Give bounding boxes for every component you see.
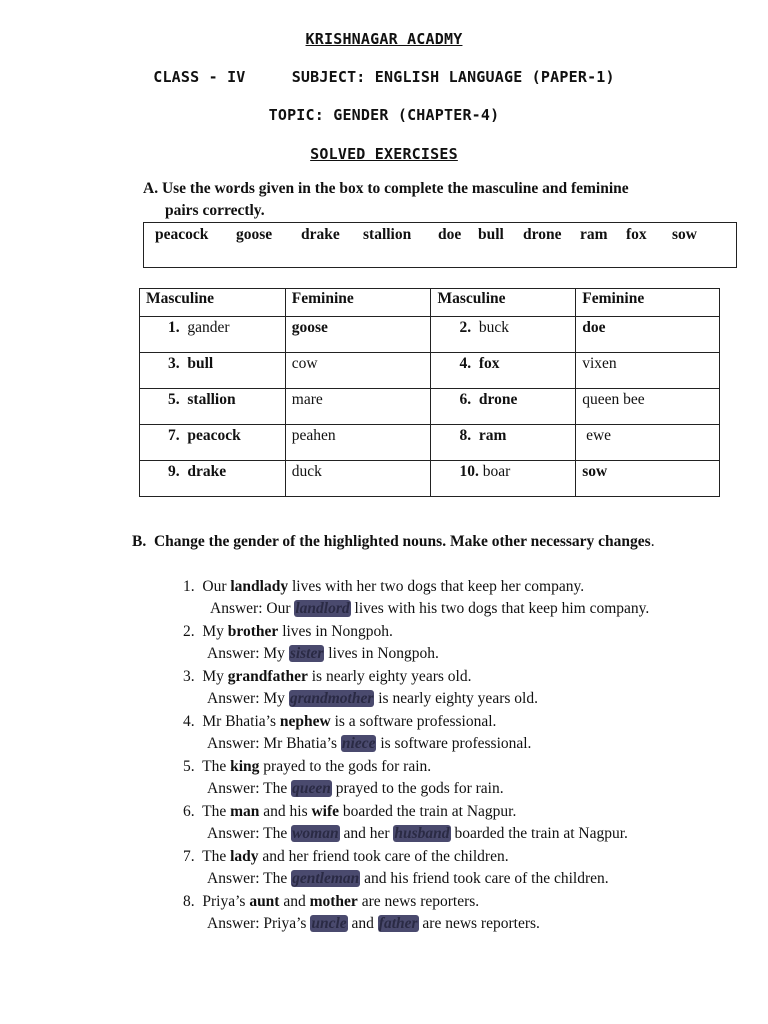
question-line bbox=[183, 668, 471, 686]
class-label: CLASS - IV bbox=[153, 68, 246, 86]
answer-line bbox=[207, 690, 538, 708]
word-box-item: drone bbox=[523, 226, 562, 243]
word-box bbox=[143, 222, 737, 268]
table-row bbox=[140, 425, 720, 461]
answer-text: lives with his two dogs that keep him company. bbox=[350, 600, 650, 617]
column-header: Masculine bbox=[431, 289, 576, 317]
question-text: is nearly eighty years old. bbox=[307, 668, 472, 685]
table-row bbox=[140, 389, 720, 425]
table-row bbox=[140, 353, 720, 389]
question-text: is a software professional. bbox=[330, 713, 497, 730]
feminine-cell: sow bbox=[576, 461, 720, 497]
word-box-item: goose bbox=[236, 226, 273, 243]
answer-highlight: woman bbox=[292, 825, 339, 842]
question-text: My bbox=[202, 668, 228, 685]
question-number: 6. bbox=[183, 803, 203, 820]
answer-text: boarded the train at Nagpur. bbox=[450, 825, 628, 842]
masculine-cell: 7. peacock bbox=[140, 425, 286, 461]
masculine-cell: 2. buck bbox=[431, 317, 576, 353]
feminine-cell: ewe bbox=[576, 425, 720, 461]
question-text: Our bbox=[202, 578, 231, 595]
gender-pairs-table bbox=[139, 288, 720, 497]
subject-label: SUBJECT: ENGLISH LANGUAGE (PAPER-1) bbox=[291, 68, 615, 86]
column-header: Feminine bbox=[285, 289, 431, 317]
question-text: and bbox=[279, 893, 310, 910]
question-number: 1. bbox=[183, 578, 203, 595]
exercises-title: SOLVED EXERCISES bbox=[310, 145, 458, 163]
question-number: 8. bbox=[183, 893, 203, 910]
answer-highlight: queen bbox=[292, 780, 331, 797]
class-subject-line bbox=[0, 68, 768, 86]
word-box-item: stallion bbox=[363, 226, 412, 243]
answer-text: is software professional. bbox=[376, 735, 532, 752]
question-text: lives in Nongpoh. bbox=[278, 623, 393, 640]
answer-text: Answer: The bbox=[207, 780, 292, 797]
answer-text: Answer: The bbox=[207, 870, 292, 887]
word-box-item: drake bbox=[301, 226, 340, 243]
highlighted-noun: lady bbox=[230, 848, 259, 865]
masculine-cell: 4. fox bbox=[431, 353, 576, 389]
answer-text: Answer: Our bbox=[210, 600, 295, 617]
answer-text: Answer: The bbox=[207, 825, 292, 842]
feminine-cell: vixen bbox=[576, 353, 720, 389]
answer-line bbox=[207, 735, 531, 753]
feminine-cell: goose bbox=[285, 317, 431, 353]
highlighted-noun: aunt bbox=[249, 893, 280, 910]
highlighted-noun: king bbox=[230, 758, 260, 775]
feminine-cell: cow bbox=[285, 353, 431, 389]
answer-highlight: husband bbox=[394, 825, 450, 842]
word-box-item: fox bbox=[626, 226, 647, 243]
question-text: The bbox=[202, 803, 231, 820]
word-box-item: peacock bbox=[155, 226, 209, 243]
highlighted-noun: man bbox=[230, 803, 260, 820]
answer-line bbox=[210, 600, 649, 618]
answer-text: and his friend took care of the children. bbox=[360, 870, 609, 887]
feminine-cell: doe bbox=[576, 317, 720, 353]
question-line bbox=[183, 803, 516, 821]
section-a-line2: pairs correctly. bbox=[165, 202, 265, 219]
answer-text: is nearly eighty years old. bbox=[374, 690, 538, 707]
masculine-cell: 10. boar bbox=[431, 461, 576, 497]
masculine-cell: 8. ram bbox=[431, 425, 576, 461]
feminine-cell: duck bbox=[285, 461, 431, 497]
question-text: boarded the train at Nagpur. bbox=[339, 803, 517, 820]
answer-text: lives in Nongpoh. bbox=[324, 645, 439, 662]
question-text: lives with her two dogs that keep her company. bbox=[288, 578, 585, 595]
highlighted-noun: wife bbox=[311, 803, 340, 820]
table-row bbox=[140, 317, 720, 353]
table-header-row bbox=[140, 289, 720, 317]
question-line bbox=[183, 713, 496, 731]
question-text: My bbox=[202, 623, 228, 640]
question-text: Mr Bhatia’s bbox=[202, 713, 280, 730]
answer-text: Answer: My bbox=[207, 645, 289, 662]
question-text: and his bbox=[259, 803, 312, 820]
answer-line bbox=[207, 780, 504, 798]
word-box-item: ram bbox=[580, 226, 608, 243]
answer-text: are news reporters. bbox=[418, 915, 540, 932]
question-text: are news reporters. bbox=[357, 893, 480, 910]
question-text: Priya’s bbox=[202, 893, 250, 910]
question-number: 4. bbox=[183, 713, 203, 730]
word-box-item: bull bbox=[478, 226, 504, 243]
question-line bbox=[183, 848, 509, 866]
answer-line bbox=[207, 915, 540, 933]
answer-highlight: niece bbox=[341, 735, 376, 752]
column-header: Masculine bbox=[140, 289, 286, 317]
question-text: prayed to the gods for rain. bbox=[259, 758, 432, 775]
feminine-cell: queen bee bbox=[576, 389, 720, 425]
feminine-cell: mare bbox=[285, 389, 431, 425]
question-line bbox=[183, 578, 584, 596]
answer-text: Answer: My bbox=[207, 690, 289, 707]
masculine-cell: 9. drake bbox=[140, 461, 286, 497]
question-number: 3. bbox=[183, 668, 203, 685]
masculine-cell: 3. bull bbox=[140, 353, 286, 389]
section-b-instruction: B. Change the gender of the highlighted nouns. Make other necessary changes. bbox=[132, 533, 655, 550]
highlighted-noun: nephew bbox=[279, 713, 331, 730]
topic-label: TOPIC: GENDER (CHAPTER-4) bbox=[268, 106, 500, 124]
answer-text: and bbox=[347, 915, 378, 932]
highlighted-noun: grandfather bbox=[227, 668, 308, 685]
question-text: The bbox=[202, 758, 231, 775]
feminine-cell: peahen bbox=[285, 425, 431, 461]
answer-text: Answer: Priya’s bbox=[207, 915, 311, 932]
question-number: 2. bbox=[183, 623, 203, 640]
answer-highlight: father bbox=[378, 915, 418, 932]
answer-highlight: uncle bbox=[311, 915, 347, 932]
question-line bbox=[183, 758, 431, 776]
question-number: 7. bbox=[183, 848, 203, 865]
answer-line bbox=[207, 870, 609, 888]
word-box-item: sow bbox=[672, 226, 697, 243]
answer-highlight: grandmother bbox=[289, 690, 374, 707]
answer-line bbox=[207, 825, 628, 843]
answer-line bbox=[207, 645, 439, 663]
question-number: 5. bbox=[183, 758, 203, 775]
highlighted-noun: landlady bbox=[230, 578, 289, 595]
masculine-cell: 1. gander bbox=[140, 317, 286, 353]
table-row bbox=[140, 461, 720, 497]
answer-text: Answer: Mr Bhatia’s bbox=[207, 735, 341, 752]
answer-highlight: gentleman bbox=[292, 870, 360, 887]
question-line bbox=[183, 893, 479, 911]
section-a-line1: A. Use the words given in the box to complete the masculine and feminine bbox=[143, 180, 629, 197]
school-name: KRISHNAGAR ACADMY bbox=[305, 30, 463, 48]
highlighted-noun: brother bbox=[227, 623, 279, 640]
section-a-instruction bbox=[143, 178, 629, 222]
answer-highlight: landlord bbox=[295, 600, 350, 617]
masculine-cell: 5. stallion bbox=[140, 389, 286, 425]
question-text: and her friend took care of the children. bbox=[258, 848, 509, 865]
word-box-item: doe bbox=[438, 226, 462, 243]
highlighted-noun: mother bbox=[309, 893, 358, 910]
answer-text: prayed to the gods for rain. bbox=[331, 780, 504, 797]
answer-highlight: sister bbox=[289, 645, 324, 662]
column-header: Feminine bbox=[576, 289, 720, 317]
answer-text: and her bbox=[339, 825, 394, 842]
question-line bbox=[183, 623, 393, 641]
masculine-cell: 6. drone bbox=[431, 389, 576, 425]
question-text: The bbox=[202, 848, 231, 865]
